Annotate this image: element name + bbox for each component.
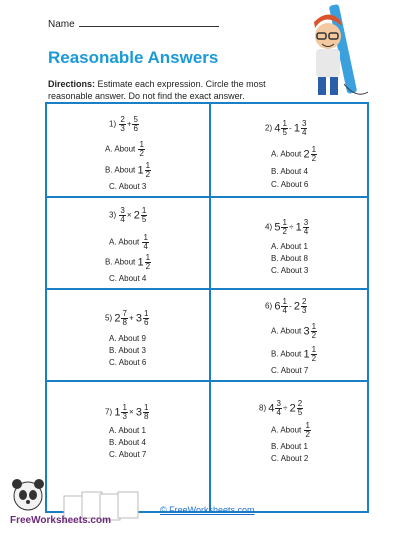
option-7b[interactable]: B. About 4	[109, 438, 146, 447]
grid-divider	[47, 380, 367, 382]
problem-3: 3) $\frac{3}{4}$ × 2 $\frac{1}{5}$	[109, 206, 147, 224]
name-label: Name	[48, 19, 75, 30]
name-field	[48, 17, 219, 30]
problem-5: 5) 2 $\frac{7}{8}$ + 3 $\frac{1}{6}$	[105, 309, 149, 327]
option-3a[interactable]: A. About $\frac{1}{4}$	[109, 233, 148, 251]
option-8a[interactable]: A. About $\frac{1}{2}$	[271, 421, 310, 439]
problem-7: 7) 1 $\frac{1}{3}$ × 3 $\frac{1}{8}$	[105, 403, 149, 421]
problem-grid	[45, 102, 369, 513]
option-4c[interactable]: C. About 3	[271, 266, 309, 275]
problem-1: 1) $\frac{2}{3}$ + $\frac{5}{6}$	[109, 115, 138, 133]
grid-divider	[209, 104, 211, 511]
grid-divider	[47, 288, 367, 290]
option-3c[interactable]: C. About 4	[109, 274, 147, 283]
name-line[interactable]	[79, 17, 219, 27]
option-1b[interactable]: B. About 1 $\frac{1}{2}$	[105, 161, 151, 179]
option-4b[interactable]: B. About 8	[271, 254, 308, 263]
option-5a[interactable]: A. About 9	[109, 334, 146, 343]
boy-with-pencil-illustration	[300, 4, 370, 104]
problem-2: 2) 4 $\frac{1}{5}$ - 1 $\frac{3}{4}$	[265, 119, 307, 137]
problem-6: 6) 6 $\frac{1}{4}$ - 2 $\frac{2}{3}$	[265, 297, 307, 315]
option-7c[interactable]: C. About 7	[109, 450, 147, 459]
footer-link[interactable]: © FreeWorksheets.com	[160, 505, 255, 515]
option-5b[interactable]: B. About 3	[109, 346, 146, 355]
logo-text: FreeWorksheets.com	[10, 515, 111, 526]
option-1c[interactable]: C. About 3	[109, 182, 147, 191]
option-8b[interactable]: B. About 1	[271, 442, 308, 451]
option-1a[interactable]: A. About $\frac{1}{2}$	[105, 140, 144, 158]
directions	[48, 78, 308, 102]
option-6c[interactable]: C. About 7	[271, 366, 309, 375]
option-6a[interactable]: A. About 3 $\frac{1}{2}$	[271, 322, 317, 340]
problem-8: 8) 4 $\frac{3}{4}$ ÷ 2 $\frac{2}{5}$	[259, 399, 303, 417]
option-8c[interactable]: C. About 2	[271, 454, 309, 463]
option-7a[interactable]: A. About 1	[109, 426, 146, 435]
page-title: Reasonable Answers	[48, 48, 219, 67]
option-3b[interactable]: B. About 1 $\frac{1}{2}$	[105, 253, 151, 271]
option-5c[interactable]: C. About 6	[109, 358, 147, 367]
option-2a[interactable]: A. About 2 $\frac{1}{2}$	[271, 145, 317, 163]
option-2b[interactable]: B. About 4	[271, 167, 308, 176]
grid-divider	[47, 196, 367, 198]
directions-label: Directions:	[48, 79, 96, 89]
directions-text: Estimate each expression. Circle the most reasonable answer. Do not find the exact answer.	[48, 79, 266, 101]
option-2c[interactable]: C. About 6	[271, 180, 309, 189]
option-6b[interactable]: B. About 1 $\frac{1}{2}$	[271, 345, 317, 363]
option-4a[interactable]: A. About 1	[271, 242, 308, 251]
problem-4: 4) 5 $\frac{1}{2}$ ÷ 1 $\frac{3}{4}$	[265, 218, 309, 236]
panda-logo-icon	[6, 478, 66, 520]
